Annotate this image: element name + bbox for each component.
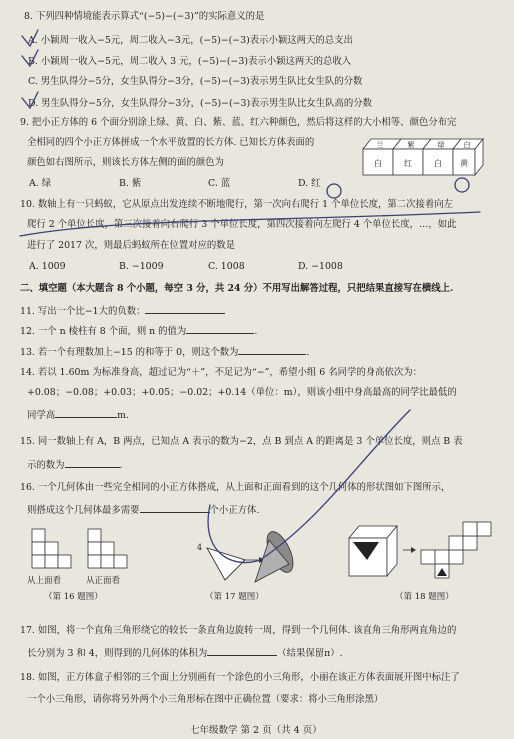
q10-underline-stroke bbox=[20, 212, 480, 236]
q9-front-label-2: 红 bbox=[404, 159, 412, 168]
section-2-heading: 二、填空题（本大题含 8 个小题，每空 3 分，共 24 分）不用写出解答过程，只把结果直接写在横线上. bbox=[20, 283, 454, 294]
q9-line1: 9. 把小正方体的 6 个面分别涂上绿、黄、白、紫、蓝、红六种颜色，然后将这样的大小相等、颜色分布完 bbox=[20, 117, 457, 128]
q9-front-label-1: 白 bbox=[374, 159, 382, 168]
q14-label: 同学高 bbox=[27, 410, 56, 421]
q16-line1: 16. 一个几何体由一些完全相同的小正方体搭成，从上面和正面看到的这个几何体的形状图如下图所示， bbox=[20, 482, 451, 493]
q9-option-a: A. 绿 bbox=[29, 178, 52, 189]
q9-top-label-1: 兰 bbox=[376, 141, 384, 149]
page-footer: 七年级数学 第 2 页（共 4 页） bbox=[190, 725, 322, 736]
q8-option-b: B. 小颖周一收入−5元，周二收入 3 元，(−5)−(−3)表示小颖这两天的总收入 bbox=[28, 56, 352, 67]
q9-front-label-3: 白 bbox=[434, 159, 442, 168]
q18-line1: 18. 如图，正方体盒子相邻的三个面上分别画有一个涂色的小三角形，小丽在该正方体表面展开图中标注了 bbox=[20, 672, 460, 683]
q8-check-mark-icon bbox=[22, 30, 38, 46]
q9-top-label-3: 绿 bbox=[437, 141, 445, 149]
q16-scribble-stroke bbox=[208, 410, 410, 563]
q17-line1: 17. 如图，将一个直角三角形绕它的较长一条直角边旋转一周，得到一个几何体. 该直角三角形两直角边的 bbox=[20, 625, 457, 636]
q9-line3: 颜色如右图所示，则该长方体左侧的面的颜色为 bbox=[27, 157, 224, 168]
q17-label: 长分别为 3 和 4，则得到的几何体的体积为 bbox=[27, 648, 208, 659]
q9-circle-mark-2 bbox=[455, 178, 469, 192]
q10-option-b: B. −1009 bbox=[119, 261, 164, 272]
q14-line1: 14. 若以 1.60m 为标准身高，超过记为“＋”，不足记为“−”，希望小组 6 名同学的身高依次为： bbox=[20, 367, 422, 378]
q8-check-mark-icon-3 bbox=[22, 92, 38, 108]
q9-top-label-2: 紫 bbox=[407, 141, 415, 149]
q10-option-d: D. −1008 bbox=[298, 261, 343, 272]
q14-line2: +0.08；−0.08；+0.03；+0.05；−0.02；+0.14（单位：m），则该小组中身高最高的同学比最低的 bbox=[27, 387, 457, 398]
q8-stem: 8. 下列四种情境能表示算式“(−5)−(−3)”的实际意义的是 bbox=[24, 11, 265, 22]
q8-option-c: C. 男生队得分−5分，女生队得分−3分，(−5)−(−3)表示男生队比女生队的分数 bbox=[28, 76, 363, 87]
q9-option-b: B. 紫 bbox=[119, 178, 142, 189]
q8-option-a: A. 小颖周一收入−5元，周二收入−3元，(−5)−(−3)表示小颖这两天的总支出 bbox=[28, 35, 353, 46]
q16-label: 则搭成这个几何体最多需要 bbox=[27, 505, 140, 516]
q9-top-label-4: 白 bbox=[463, 141, 471, 149]
q12-label: 12. 一个 n 棱柱有 8 个面，则 n 的值为 bbox=[20, 326, 187, 337]
q18-line2: 一个小三角形，请你将另外两个小三角形标在图中正确位置（要求：将小三角形涂黑） bbox=[27, 694, 384, 705]
q8-option-d: D. 男生队得分−5分，女生队得分−3分，(−5)−(−3)表示男生队比女生队高的分数 bbox=[28, 98, 373, 109]
q17-dim-label: 4 bbox=[197, 543, 203, 552]
q10-line1: 10. 数轴上有一只蚂蚁，它从原点出发连续不断地爬行，第一次向右爬行 1 个单位长度，第二次接着向左 bbox=[20, 199, 453, 210]
q16-front-view-caption: 从正面看 bbox=[86, 576, 121, 586]
q16-end: 个小正方体. bbox=[209, 505, 260, 516]
q13-end: . bbox=[306, 347, 310, 358]
q12-end: . bbox=[254, 326, 258, 337]
q14-unit: m. bbox=[117, 410, 130, 421]
q13-label: 13. 若一个有理数加上−15 的和等于 0，则这个数为 bbox=[20, 347, 239, 358]
q9-circle-mark bbox=[327, 184, 341, 198]
q17-figure-label: （第 17 题图） bbox=[205, 592, 264, 602]
q15-line1: 15. 同一数轴上有 A，B 两点，已知点 A 表示的数为−2，点 B 到点 A 的距离是 3 个单位长度，则点 B 表 bbox=[20, 436, 463, 447]
q18-figure-label: （第 18 题图） bbox=[395, 592, 454, 602]
q16-top-view-caption: 从上面看 bbox=[27, 576, 62, 586]
q9-front-label-4: 黄 bbox=[460, 159, 468, 168]
q15-label: 示的数为 bbox=[27, 460, 65, 471]
q9-option-c: C. 蓝 bbox=[208, 178, 231, 189]
q10-option-a: A. 1009 bbox=[29, 261, 66, 272]
q15-end: . bbox=[119, 460, 123, 471]
q10-line3: 进行了 2017 次，则最后蚂蚁所在位置对应的数是 bbox=[27, 240, 235, 251]
q9-line2: 全相同的四个小正方体拼成一个水平放置的长方体. 已知长方体表面的 bbox=[27, 137, 315, 148]
q16-figure-label: （第 16 题图） bbox=[44, 592, 103, 602]
q11-label: 11. 写出一个比−1大的负数： bbox=[20, 306, 146, 317]
q8-check-mark-icon-2 bbox=[22, 50, 38, 66]
q10-option-c: C. 1008 bbox=[208, 261, 245, 272]
q17-end: （结果保留π）. bbox=[277, 648, 343, 659]
q9-option-d: D. 红 bbox=[298, 178, 321, 189]
q10-line2: 爬行 2 个单位长度，第三次接着向右爬行 3 个单位长度，第四次接着向左爬行 4 个单位长度，…，如此 bbox=[27, 219, 457, 230]
